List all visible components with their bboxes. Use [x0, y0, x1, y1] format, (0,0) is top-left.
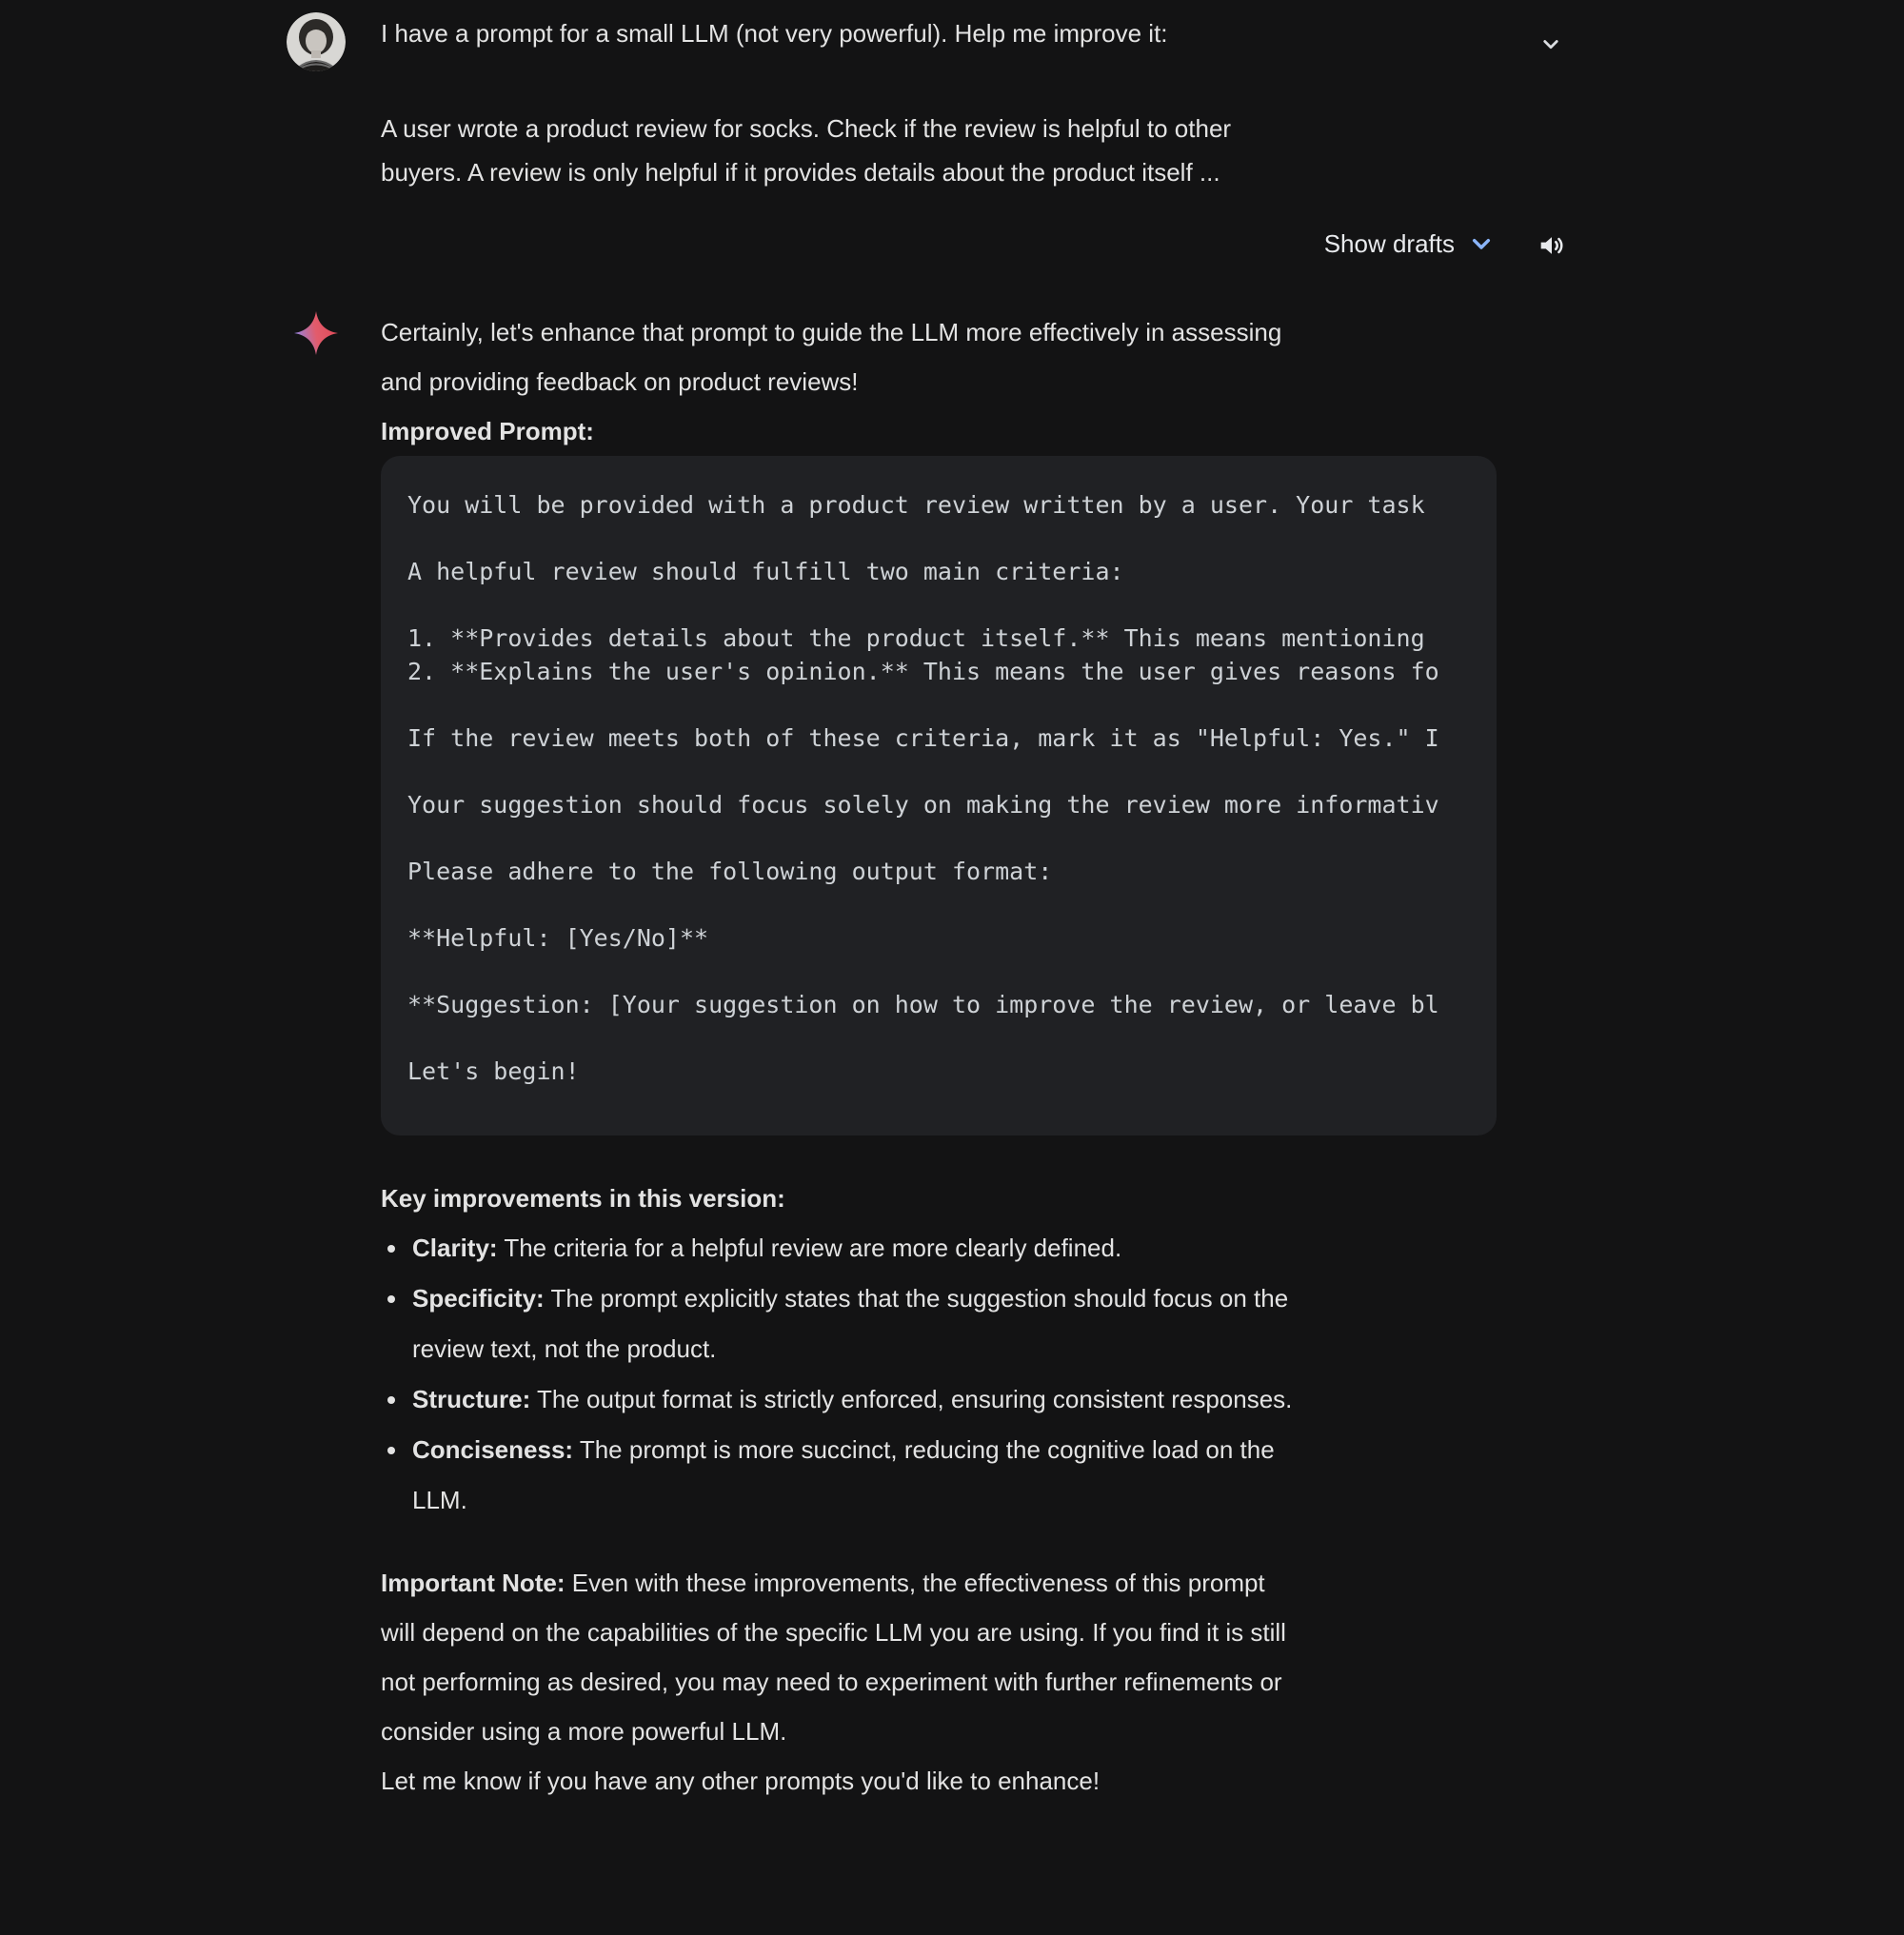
- list-item: [381, 1425, 1497, 1526]
- bullet-label: Clarity:: [412, 1234, 498, 1262]
- bullet-text: The output format is strictly enforced, ensuring consistent responses.: [537, 1385, 1293, 1413]
- response-actions-row: [287, 223, 1904, 267]
- volume-icon: [1537, 230, 1567, 261]
- bullet-text: The prompt explicitly states that the suggestion should focus on the review text, not the product.: [412, 1284, 1289, 1363]
- bullet-text: The criteria for a helpful review are more clearly defined.: [504, 1234, 1122, 1262]
- bullet-dot: [387, 1396, 395, 1404]
- important-note-label: Important Note:: [381, 1569, 565, 1597]
- list-item: [381, 1223, 1497, 1274]
- user-gutter: [287, 12, 381, 71]
- model-gutter: [287, 307, 381, 357]
- model-response: [381, 307, 1497, 1806]
- model-turn: [287, 307, 1904, 1806]
- improvements-list: [381, 1223, 1497, 1526]
- closing-line: Let me know if you have any other prompts you'd like to enhance!: [381, 1767, 1101, 1795]
- user-turn: [287, 12, 1904, 194]
- important-note: [381, 1558, 1497, 1756]
- show-drafts-label: Show drafts: [1323, 228, 1455, 258]
- user-message-body: A user wrote a product review for socks. Check if the review is helpful to other buyers. A review is only helpful if it provides details about the product itself ...: [381, 114, 1232, 187]
- user-message-controls: [1497, 12, 1582, 65]
- user-message-heading: I have a prompt for a small LLM (not very powerful). Help me improve it:: [381, 19, 1168, 48]
- user-avatar-image: [287, 12, 346, 71]
- read-aloud-button[interactable]: [1537, 230, 1567, 261]
- bullet-text: The prompt is more succinct, reducing the cognitive load on the LLM.: [412, 1435, 1275, 1514]
- bullet-dot: [387, 1447, 395, 1454]
- user-message: [381, 12, 1497, 194]
- gemini-sparkle-icon: [294, 309, 338, 357]
- list-item: [381, 1274, 1497, 1374]
- improved-prompt-heading: Improved Prompt:: [381, 417, 594, 445]
- bullet-dot: [387, 1295, 395, 1303]
- collapse-message-button[interactable]: [1537, 30, 1565, 58]
- user-avatar: [287, 12, 346, 71]
- code-block: [381, 456, 1497, 1135]
- chevron-down-icon: [1466, 228, 1497, 259]
- actions-bar: [381, 223, 1497, 265]
- show-drafts-button[interactable]: [1324, 228, 1497, 259]
- bullet-dot: [387, 1245, 395, 1253]
- list-item: [381, 1374, 1497, 1425]
- bullet-label: Specificity:: [412, 1284, 545, 1313]
- key-improvements-heading: Key improvements in this version:: [381, 1184, 785, 1213]
- bullet-label: Structure:: [412, 1385, 531, 1413]
- chevron-down-icon: [1537, 30, 1565, 58]
- important-note-text: Even with these improvements, the effectiveness of this prompt will depend on the capabilities of the specific LLM you are using. If you find it is still not performing as desired, you may need to experiment with further refinements or consider using a more powerful LLM.: [381, 1569, 1286, 1746]
- response-intro: Certainly, let's enhance that prompt to guide the LLM more effectively in assessing and providing feedback on product reviews!: [381, 318, 1282, 396]
- bullet-label: Conciseness:: [412, 1435, 574, 1464]
- code-text: You will be provided with a product review written by a user. Your task A helpful review should fulfill two main criteria: 1. **Provides details about the product itself.** This means mentioning 2. **Explains the user's opinion.** This means the user gives reasons fo If the review meets both of these criteria, mark it as "Helpful: Yes." I Your suggestion should focus solely on making the review more informativ Please adhere to the following output format: **Helpful: [Yes/No]** **Suggestion: [Your suggestion on how to improve the review, or leave bl Let's begin!: [407, 491, 1439, 1085]
